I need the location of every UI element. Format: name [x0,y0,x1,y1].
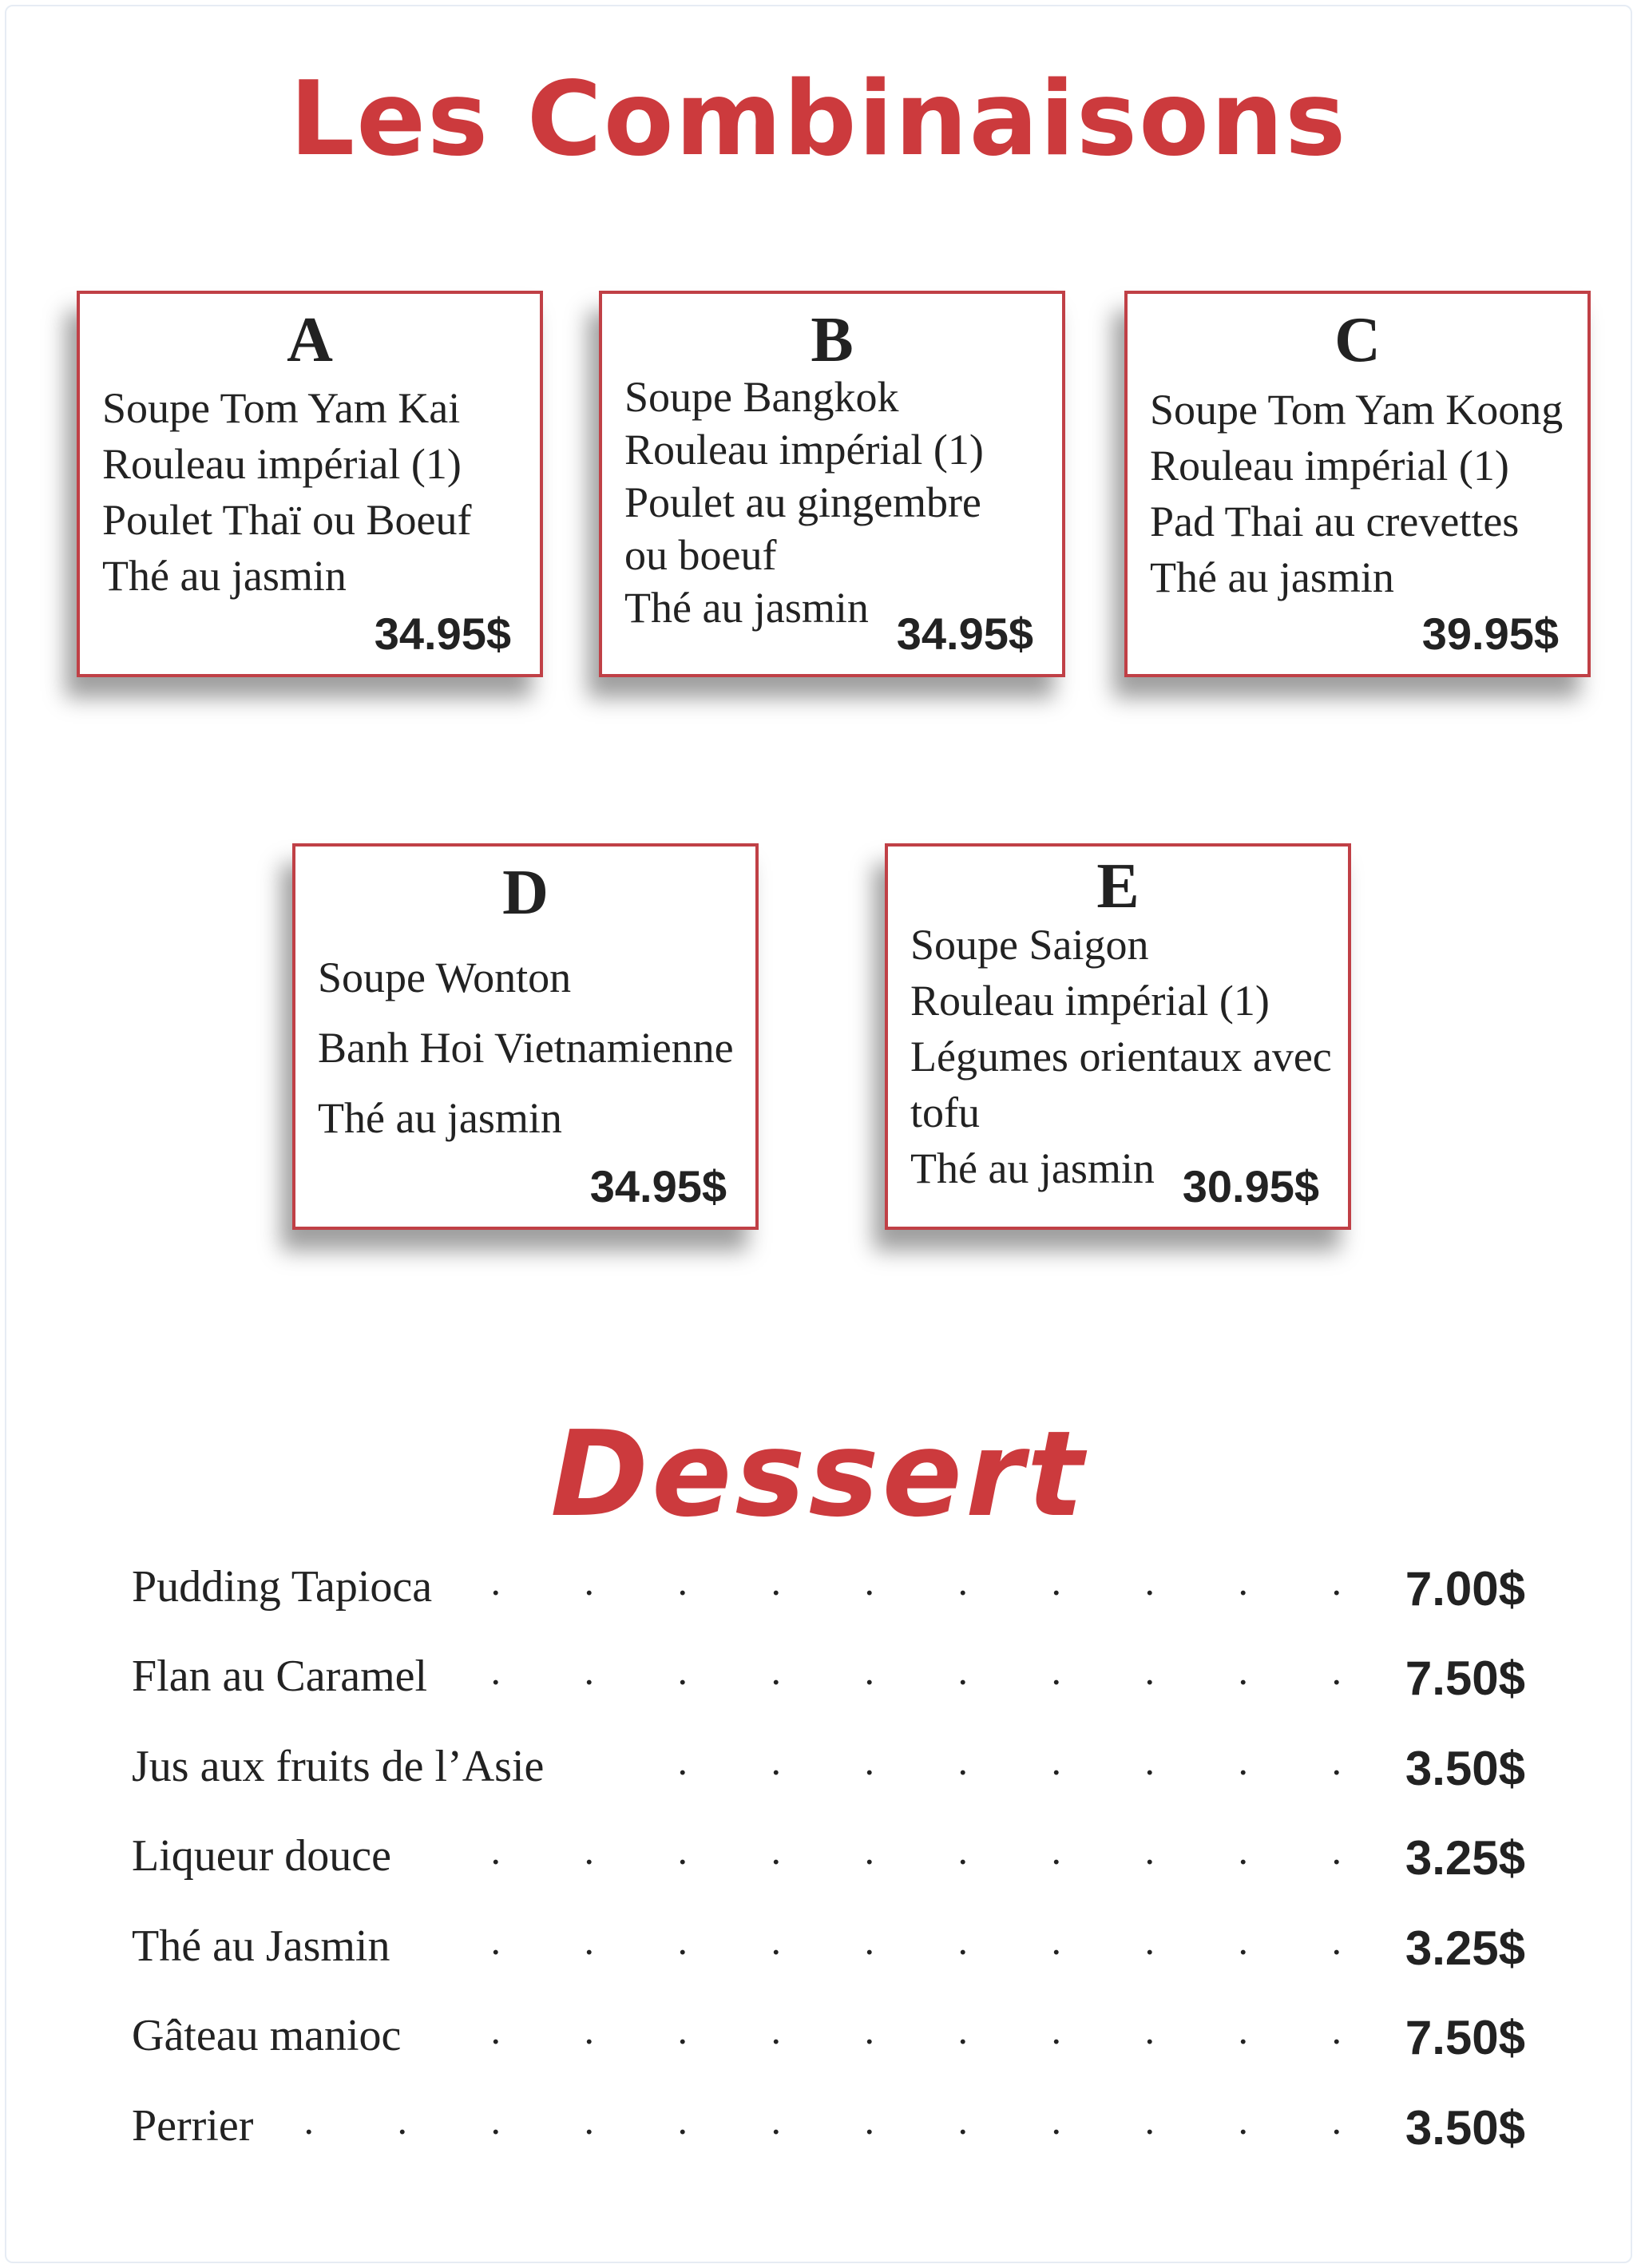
combo-item: Thé au jasmin [1150,553,1394,601]
combo-item: Poulet Thaï ou Boeuf [102,496,472,544]
dessert-price: 7.50$ [1405,1651,1525,1705]
combo-items [1150,382,1580,605]
combo-item: Soupe Saigon [910,921,1149,969]
dessert-name: Jus aux fruits de l’Asie [132,1742,545,1791]
dessert-price: 3.25$ [1405,1831,1525,1885]
combo-item: Poulet au gingembre [624,478,981,526]
dessert-name: Thé au Jasmin [132,1921,390,1971]
combo-price: 39.95$ [1421,609,1559,659]
combo-items [910,917,1340,1196]
combo-item: ou boeuf [624,531,777,579]
combo-item: Rouleau impérial (1) [624,426,984,474]
dessert-row [132,1561,1525,1625]
combo-item: Rouleau impérial (1) [102,440,462,488]
combo-item: Thé au jasmin [318,1094,562,1142]
leader-dots: . . . . . . . . [677,1739,1342,1783]
dessert-name: Gâteau manioc [132,2011,402,2060]
dessert-price: 3.50$ [1405,1742,1525,1795]
dessert-title: Dessert [550,1406,1087,1543]
dessert-row [132,1830,1525,1894]
dessert-row [132,1648,1525,1715]
combo-item: Thé au jasmin [910,1144,1155,1192]
combo-price: 34.95$ [896,609,1033,659]
combo-card-b [599,291,1065,677]
combo-letter: A [287,305,333,375]
combo-letter: D [502,858,549,928]
dessert-price: 3.50$ [1405,2101,1525,2155]
combo-item: Thé au jasmin [102,552,347,600]
combo-card-d [292,843,759,1230]
leader-dots: . . . . . . . . . . . . [303,2098,1342,2143]
dessert-row [132,2100,1525,2164]
combo-items [102,380,532,604]
combo-letter: B [811,305,854,375]
dessert-name: Pudding Tapioca [132,1562,433,1612]
combo-item: Banh Hoi Vietnamienne [318,1024,734,1072]
combo-item: Pad Thai au crevettes [1150,498,1520,545]
dessert-row [132,2010,1525,2074]
combo-item: Rouleau impérial (1) [910,977,1270,1025]
combo-items [624,371,1054,634]
leader-dots: . . . . . . . . . . [490,1828,1342,1873]
combo-item: Soupe Wonton [318,954,572,1001]
dessert-row [132,1741,1525,1805]
combinations-title: Les Combinaisons [289,60,1348,179]
combo-letter: C [1334,305,1381,375]
combo-item: Thé au jasmin [624,584,869,632]
combo-card-e [885,843,1351,1230]
dessert-name: Perrier [132,2101,254,2151]
combo-item: Légumes orientaux avec [910,1033,1332,1080]
combo-item: Soupe Bangkok [624,373,899,421]
combo-item: Soupe Tom Yam Koong [1150,386,1564,434]
combo-price: 30.95$ [1182,1161,1319,1211]
combo-item: tofu [910,1088,980,1136]
combo-price: 34.95$ [589,1161,727,1211]
combo-card-a [77,291,543,677]
combo-item: Soupe Tom Yam Kai [102,384,461,432]
dessert-name: Liqueur douce [132,1831,391,1881]
leader-dots: . . . . . . . . . . [490,1559,1342,1604]
dessert-price: 3.25$ [1405,1921,1525,1975]
combo-item: Rouleau impérial (1) [1150,442,1509,490]
combo-card-c [1124,291,1591,677]
leader-dots: . . . . . . . . . . [490,1648,1342,1693]
dessert-name: Flan au Caramel [132,1651,428,1701]
dessert-price: 7.00$ [1405,1562,1525,1616]
combo-items [318,942,747,1153]
leader-dots: . . . . . . . . . . [490,2008,1342,2052]
combo-letter: E [1096,851,1140,922]
combo-price: 34.95$ [374,609,511,659]
dessert-row [132,1918,1525,1985]
dessert-price: 7.50$ [1405,2011,1525,2064]
leader-dots: . . . . . . . . . . [490,1918,1342,1963]
